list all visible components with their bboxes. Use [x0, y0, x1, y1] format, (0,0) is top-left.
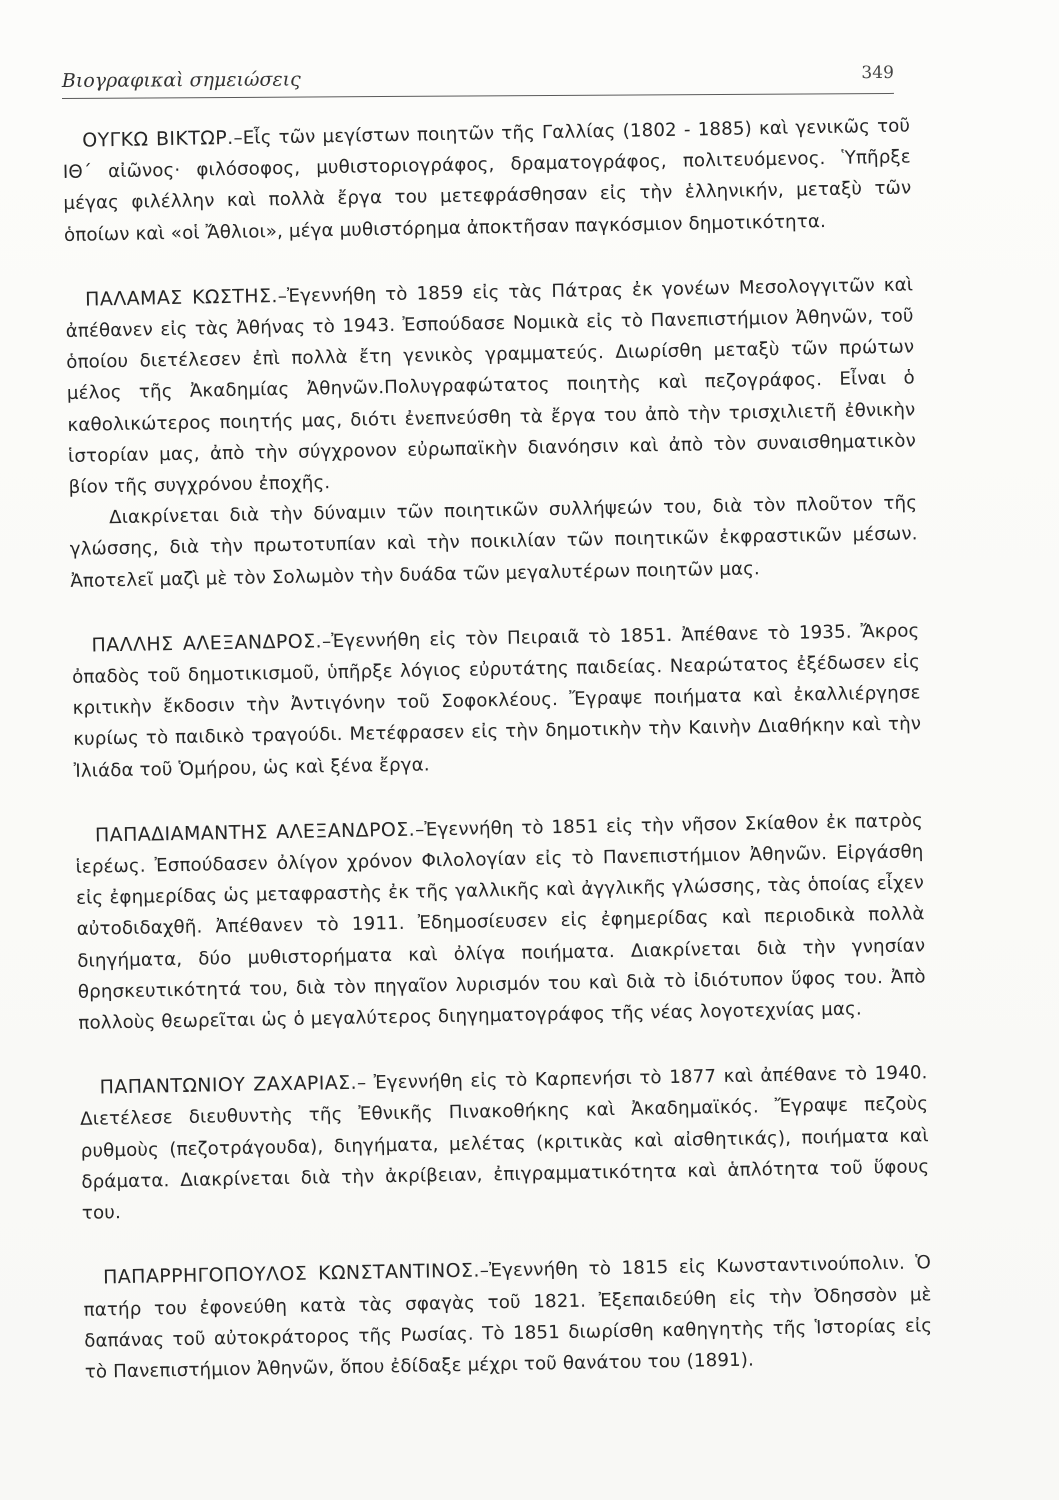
entry-name: ΟΥΓΚΩ ΒΙΚΤΩΡ.: [82, 126, 234, 152]
entry-paragraph: [83, 1248, 933, 1388]
entry-name: ΠΑΠΑΝΤΩΝΙΟΥ ΖΑΧΑΡΙΑΣ.: [99, 1072, 358, 1099]
entry-text: –Ἐγεννήθη εἰς τὸν Πειραιᾶ τὸ 1851. Ἀπέθανε τὸ 1935. Ἄκρος ὀπαδὸς τοῦ δημοτικισμοῦ, ὑπῆρξε λόγιος εὐρυτάτης παιδείας. Νεαρώτατος ἐξέδωσεν εἰς κριτικὴν ἔκδοσιν τὴν Ἀντιγόνην τοῦ Σοφοκλέους. Ἔγραψε ποιήματα καὶ ἐκαλλιέργησε κυρίως τὸ παιδικὸ τραγούδι. Μετέφρασεν εἰς τὴν δημοτικὴν τὴν Καινὴν Διαθήκην καὶ τὴν Ἰλιάδα τοῦ Ὁμήρου, ὡς καὶ ξένα ἔργα.: [71, 620, 922, 782]
entry-paparrigopoulos-konstantinos: [83, 1248, 933, 1388]
entry-text: –Ἐγεννήθη τὸ 1851 εἰς τὴν νῆσον Σκίαθον ἐκ πατρὸς ἱερέως. Ἐσπούδασεν ὀλίγον χρόνον Φιλολογίαν εἰς τὸ Πανεπιστήμιον Ἀθηνῶν. Εἰργάσθη εἰς ἐφημερίδας ὡς μεταφραστὴς ἐκ τῆς γαλλικῆς καὶ ἀγγλικῆς γλώσσης, τὰς ὁποίας εἶχεν αὐτοδιδαχθῆ. Ἀπέθανεν τὸ 1911. Ἐδημοσίευσεν εἰς ἐφημερίδας καὶ περιοδικὰ πολλὰ διηγήματα, δύο μυθιστορήματα καὶ ὀλίγα ποιήματα. Διακρίνεται διὰ τὴν γνησίαν θρησκευτικότητά του, διὰ τὸν πηγαῖον λυρισμόν του καὶ διὰ τὸ ἰδιότυπον ὕφος του. Ἀπὸ πολλοὺς θεωρεῖται ὡς ὁ μεγαλύτερος διηγηματογράφος τῆς νέας λογοτεχνίας μας.: [75, 810, 926, 1034]
entry-paragraph: Διακρίνεται διὰ τὴν δύναμιν τῶν ποιητικῶν συλλήψεών του, διὰ τὸν πλοῦτον τῆς γλώσσης, διὰ τὴν πρωτοτυπίαν καὶ τὴν ποικιλίαν τῶν ποιητικῶν ἐκφραστικῶν μέσων. Ἀποτελεῖ μαζὶ μὲ τὸν Σολωμὸν τὴν δυάδα τῶν μεγαλυτέρων ποιητῶν μας.: [69, 492, 918, 592]
entry-paragraph: [75, 805, 927, 1039]
entry-name: ΠΑΠΑΡΡΗΓΟΠΟΥΛΟΣ ΚΩΝΣΤΑΝΤΙΝΟΣ.: [102, 1259, 480, 1289]
entry-paragraph: [62, 110, 912, 250]
entry-text: –Εἷς τῶν μεγίστων ποιητῶν τῆς Γαλλίας (1802 - 1885) καὶ γενικῶς τοῦ ΙΘ΄ αἰῶνος· φιλόσοφος, μυθιστοριογράφος, δραματογράφος, πολιτευόμενος. Ὑπῆρξε μέγας φιλέλλην καὶ πολλὰ ἔργα του μετεφράσθησαν εἰς τὴν ἑλληνικήν, μεταξὺ τῶν ὁποίων καὶ «οἱ Ἄθλιοι», μέγα μυθιστόρημα ἀποκτῆσαν παγκόσμιον δημοτικότητα.: [62, 115, 912, 246]
running-title: Βιογραφικαὶ σημειώσεις: [61, 68, 301, 93]
entry-name: ΠΑΛΑΜΑΣ ΚΩΣΤΗΣ.: [84, 284, 279, 311]
entry-hugo-victor: [62, 110, 912, 250]
entry-paragraph: [71, 615, 922, 787]
entry-text: –Ἐγεννήθη τὸ 1815 εἰς Κωνσταντινούπολιν. Ὁ πατήρ του ἐφονεύθη κατὰ τὰς σφαγὰς τοῦ 1821. Ἐξεπαιδεύθη εἰς τὴν Ὀδησσὸν μὲ δαπάνας τοῦ αὐτοκράτορος τῆς Ρωσίας. Τὸ 1851 διωρίσθη καθηγητὴς τῆς Ἱστορίας εἰς τὸ Πανεπιστήμιον Ἀθηνῶν, ὅπου ἐδίδαξε μέχρι τοῦ θανάτου του (1891).: [83, 1252, 933, 1383]
entry-paragraph: [65, 269, 917, 503]
entry-pallis-alexandros: [71, 615, 922, 787]
entry-text: – Ἐγεννήθη εἰς τὸ Καρπενήσι τὸ 1877 καὶ ἀπέθανε τὸ 1940. Διετέλεσε διευθυντὴς τῆς Ἐθνικῆς Πινακοθήκης καὶ Ἀκαδημαϊκός. Ἔγραψε πεζοὺς ρυθμοὺς (πεζοτράγουδα), διηγήματα, μελέτας (κριτικὰς καὶ αἰσθητικάς), ποιήματα καὶ δράματα. Διακρίνεται διὰ τὴν ἀκρίβειαν, ἐπιγραμματικότητα καὶ ἁπλότητα τοῦ ὕφους του.: [80, 1062, 930, 1224]
entry-name: ΠΑΛΛΗΣ ΑΛΕΞΑΝΔΡΟΣ.: [91, 630, 323, 657]
entry-paragraph: [79, 1058, 930, 1230]
entry-papadiamantis-alexandros: [75, 805, 927, 1039]
entry-name: ΠΑΠΑΔΙΑΜΑΝΤΗΣ ΑΛΕΞΑΝΔΡΟΣ.: [94, 818, 416, 847]
running-header: [62, 59, 894, 99]
entry-palamas-kostis: [65, 269, 919, 597]
entry-text: –Ἐγεννήθη τὸ 1859 εἰς τὰς Πάτρας ἐκ γονέων Μεσολογγιτῶν καὶ ἀπέθανεν εἰς τὰς Ἀθήνας τὸ 1943. Ἐσπούδασε Νομικὰ εἰς τὸ Πανεπιστήμιον Ἀθηνῶν, τοῦ ὁποίου διετέλεσεν ἐπὶ πολλὰ ἔτη γενικὸς γραμματεύς. Διωρίσθη μεταξὺ τῶν πρώτων μέλος τῆς Ἀκαδημίας Ἀθηνῶν.Πολυγραφώτατος ποιητὴς καὶ πεζογράφος. Εἶναι ὁ καθολικώτερος ποιητής μας, διότι ἐνεπνεύσθη τὰ ἔργα του ἀπὸ τὴν τρισχιλιετῆ ἐθνικὴν ἱστορίαν μας, ἀπὸ τὴν σύγχρονον εὐρωπαϊκὴν διανόησιν καὶ ἀπὸ τὸν συναισθηματικὸν βίον τῆς συγχρόνου ἐποχῆς.: [65, 274, 917, 498]
biographical-notes: [62, 110, 934, 1421]
page-number: 349: [861, 62, 894, 84]
entry-papantoniou-zacharias: [79, 1058, 930, 1230]
